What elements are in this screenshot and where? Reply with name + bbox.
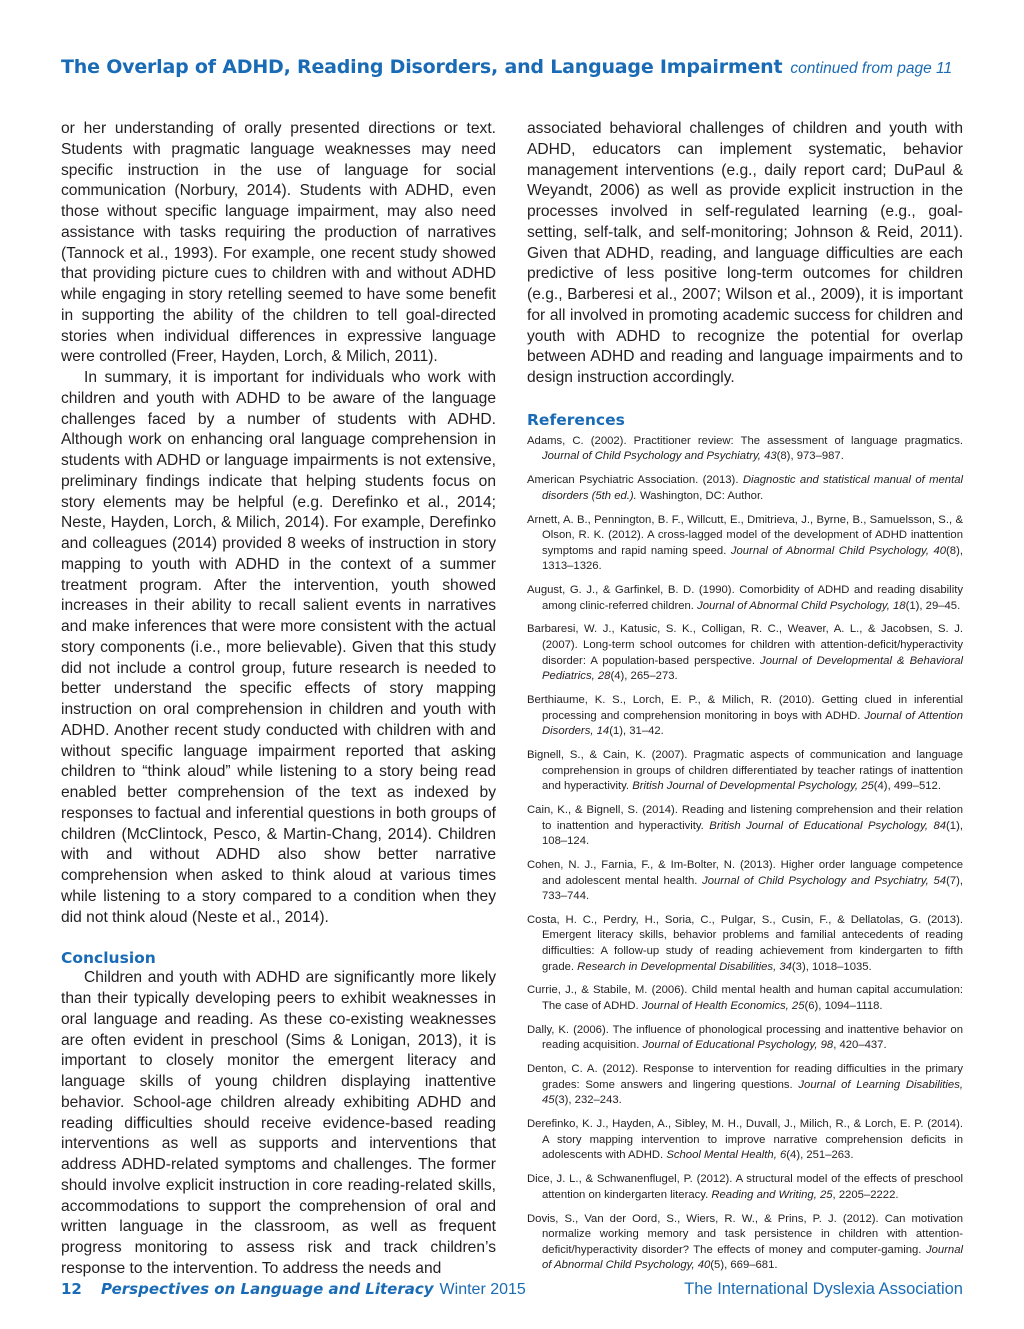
page-number: 12 xyxy=(61,1280,82,1298)
organization-name: The International Dyslexia Association xyxy=(684,1280,963,1298)
reference-item: Berthiaume, K. S., Lorch, E. P., & Milich, R. (2010). Getting clued in inferential processing and comprehension monitoring in boys with ADHD. Journal of Attention Disorders, 14(1), 31–42. xyxy=(527,694,963,738)
article-title: The Overlap of ADHD, Reading Disorders, and Language Impairment xyxy=(61,56,783,78)
body-paragraph: Children and youth with ADHD are significantly more likely than their typically developing peers to exhibit weaknesses in oral language and reading. As these co-existing weaknesses are often evident in preschool (Sims & Lonigan, 2013), it is important to closely monitor the emergent literacy and language skills of young children displaying inattentive behavior. School-age children already exhibiting ADHD and reading difficulties should receive evidence-based reading interventions as well as supports and interventions that address ADHD-related symptoms and challenges. The former should involve explicit instruction in core reading-related skills, accommodations to support the comprehension of oral and written language in the classroom, as well as frequent progress monitoring to assess risk and track children’s response to the intervention. To address the needs and xyxy=(61,969,496,1277)
reference-item: Dovis, S., Van der Oord, S., Wiers, R. W., & Prins, P. J. (2012). Can motivation normalize working memory and task persistence in children with attention-deficit/hyperactivity disorder? The effects of money and computer-gaming. Journal of Abnormal Child Psychology, 40(5), 669–681. xyxy=(527,1212,963,1272)
body-paragraph: associated behavioral challenges of children and youth with ADHD, educators can implement systematic, behavior management interventions (e.g., daily report card; DuPaul & Weyandt, 2006) as well as provide explicit instruction in the processes involved in self-regulated learning (e.g., goal-setting, self-talk, and self-monitoring; Johnson & Reid, 2011). Given that ADHD, reading, and language difficulties are each predictive of less positive long-term outcomes for children (e.g., Barberesi et al., 2007; Wilson et al., 2009), it is important for all involved in promoting academic success for children and youth with ADHD to recognize the potential for overlap between ADHD and reading and language impairments and to design instruction accordingly. xyxy=(527,120,963,386)
reference-item: Bignell, S., & Cain, K. (2007). Pragmatic aspects of communication and language comprehension in groups of children differentiated by teacher ratings of inattention and hyperactivity. British Journal of Developmental Psychology, 25(4), 499–512. xyxy=(527,748,963,793)
continued-note: continued from page 11 xyxy=(790,60,953,77)
reference-item: Barbaresi, W. J., Katusic, S. K., Colligan, R. C., Weaver, A. L., & Jacobsen, S. J. (2007). Long-term school outcomes for children with attention-deficit/hyperactivity disorder: A population-based perspective. Journal of Developmental & Behavioral Pediatrics, 28(4), 265–273. xyxy=(527,623,963,683)
reference-item: American Psychiatric Association. (2013). Diagnostic and statistical manual of mental disorders (5th ed.). Washington, DC: Author. xyxy=(527,474,963,502)
running-header xyxy=(61,56,952,78)
references-heading: References xyxy=(527,410,625,429)
reference-item: Derefinko, K. J., Hayden, A., Sibley, M. H., Duvall, J., Milich, R., & Lorch, E. P. (2014). A story mapping intervention to improve narrative comprehension deficits in adolescents with ADHD. School Mental Health, 6(4), 251–263. xyxy=(527,1118,963,1162)
reference-item: Arnett, A. B., Pennington, B. F., Willcutt, E., Dmitrieva, J., Byrne, B., Samuelsson, S., & Olson, R. K. (2012). A cross-lagged model of the development of ADHD inattention symptoms and rapid naming speed. Journal of Abnormal Child Psychology, 40(8), 1313–1326. xyxy=(527,513,963,573)
body-paragraph: or her understanding of orally presented directions or text. Students with pragmatic language weaknesses may need specific instruction in the use of language for social communication (Norbury, 2014). Students with ADHD, even those without specific language impairment, may also need assistance with tasks requiring the production of narratives (Tannock et al., 1993). For example, one recent study showed that providing picture cues to children with and without ADHD while engaging in story retelling seemed to have some benefit in supporting the ability of the children to tell goal-directed stories when individual differences in expressive language were controlled (Freer, Hayden, Lorch, & Milich, 2011). xyxy=(61,120,496,366)
left-column xyxy=(61,119,496,1280)
conclusion-heading: Conclusion xyxy=(61,949,156,968)
reference-item: Dice, J. L., & Schwanenflugel, P. (2012). A structural model of the effects of preschool attention on kindergarten literacy. Reading and Writing, 25, 2205–2222. xyxy=(527,1173,963,1201)
reference-item: Currie, J., & Stabile, M. (2006). Child mental health and human capital accumulation: The case of ADHD. Journal of Health Economics, 25(6), 1094–1118. xyxy=(527,984,963,1013)
body-paragraph: In summary, it is important for individuals who work with children and youth with ADHD to be aware of the language challenges faced by a number of students with ADHD. Although work on enhancing oral language comprehension in students with ADHD or language impairments is not extensive, preliminary findings indicate that helping students focus on story elements may be helpful (e.g. Derefinko et al., 2014; Neste, Hayden, Lorch, & Milich, 2014). For example, Derefinko and colleagues (2014) provided 8 weeks of instruction in story mapping to youth with ADHD in the context of a summer treatment program. After the intervention, youth showed increases in their ability to recall salient events in narratives and make inferences that were more consistent with the actual story components (i.e., more believable). Given that this study did not include a control group, future research is needed to better understand the specific effects of story mapping instruction on oral comprehension in children and youth with ADHD. Another recent study conducted with children with and without specific language impairment reported that asking children to “think aloud” while listening to a story being read enabled better comprehension of the text as indexed by responses to factual and inferential questions in both groups of children (McClintock, Pesco, & Martin-Chang, 2014). Children with and without ADHD also show better narrative comprehension when asked to think aloud at various times while listening to a story compared to a condition when they did not think aloud (Neste et al., 2014). xyxy=(61,369,496,926)
reference-item: Denton, C. A. (2012). Response to intervention for reading difficulties in the primary grades: Some answers and lingering questions. Journal of Learning Disabilities, 45(3), 232–243. xyxy=(527,1063,963,1107)
reference-item: Adams, C. (2002). Practitioner review: The assessment of language pragmatics. Journal of Child Psychology and Psychiatry, 43(8), 973–987. xyxy=(527,434,963,463)
reference-item: August, G. J., & Garfinkel, B. D. (1990). Comorbidity of ADHD and reading disability among clinic-referred children. Journal of Abnormal Child Psychology, 18(1), 29–45. xyxy=(527,584,963,612)
reference-item: Cain, K., & Bignell, S. (2014). Reading and listening comprehension and their relation to inattention and hyperactivity. British Journal of Educational Psychology, 84(1), 108–124. xyxy=(527,803,963,848)
reference-item: Dally, K. (2006). The influence of phonological processing and inattentive behavior on reading acquisition. Journal of Educational Psychology, 98, 420–437. xyxy=(527,1023,963,1052)
journal-name xyxy=(101,1280,526,1299)
journal-title: Perspectives on Language and Literacy xyxy=(101,1280,434,1298)
page-footer xyxy=(61,1280,963,1302)
reference-item: Cohen, N. J., Farnia, F., & Im-Bolter, N. (2013). Higher order language competence and adolescent mental health. Journal of Child Psychology and Psychiatry, 54(7), 733–744. xyxy=(527,858,964,903)
right-column xyxy=(527,119,963,1282)
reference-list xyxy=(527,434,963,1274)
reference-item: Costa, H. C., Perdry, H., Soria, C., Pulgar, S., Cusin, F., & Dellatolas, G. (2013). Emergent literacy skills, behavior problems and familial antecedents of reading difficulties: A follow-up study of reading achievement from kindergarten to fifth grade. Research in Developmental Disabilities, 34(3), 1018–1035. xyxy=(527,913,963,973)
issue-label: Winter 2015 xyxy=(439,1281,526,1298)
